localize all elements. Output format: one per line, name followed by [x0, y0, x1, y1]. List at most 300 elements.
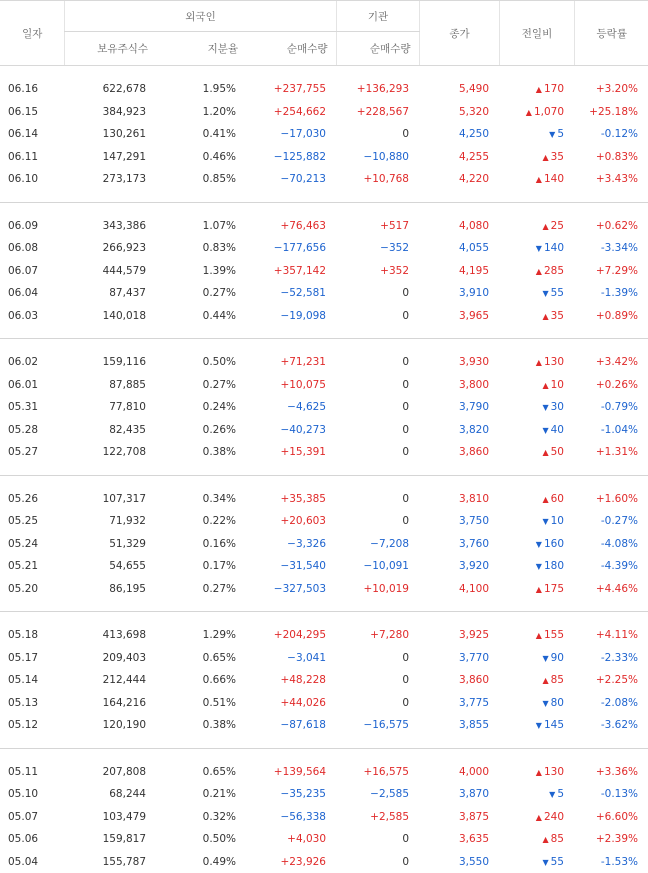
up-triangle-icon: ▲: [536, 768, 542, 777]
holdings-cell: 86,195: [64, 578, 156, 601]
holdings-cell: 140,018: [64, 305, 156, 328]
change-value: 55: [551, 856, 564, 868]
holdings-cell: 77,810: [64, 396, 156, 419]
change-value: 60: [551, 493, 564, 505]
date-cell: 05.24: [0, 533, 64, 556]
rate-cell: +0.62%: [574, 215, 648, 238]
group-separator: [0, 191, 648, 203]
inst-net-cell: +10,768: [336, 168, 419, 191]
share-ratio-cell: 0.85%: [156, 168, 246, 191]
change-cell: [499, 78, 574, 101]
rate-cell: -1.04%: [574, 419, 648, 442]
holdings-cell: 51,329: [64, 533, 156, 556]
change-value: 130: [544, 766, 564, 778]
close-cell: 4,100: [419, 578, 499, 601]
change-cell: [499, 783, 574, 806]
change-cell: [499, 441, 574, 464]
holdings-cell: 413,698: [64, 624, 156, 647]
rate-cell: -3.62%: [574, 714, 648, 737]
header-inst-net: 순매수량: [336, 32, 419, 66]
close-cell: 4,000: [419, 761, 499, 784]
change-value: 85: [551, 833, 564, 845]
inst-net-cell: 0: [336, 374, 419, 397]
close-cell: 3,920: [419, 555, 499, 578]
table-row: [0, 260, 648, 283]
change-cell: [499, 488, 574, 511]
close-cell: 4,195: [419, 260, 499, 283]
foreign-net-cell: +44,026: [246, 692, 336, 715]
close-cell: 3,790: [419, 396, 499, 419]
rate-cell: +3.36%: [574, 761, 648, 784]
date-cell: 05.31: [0, 396, 64, 419]
inst-net-cell: 0: [336, 282, 419, 305]
foreign-net-cell: −52,581: [246, 282, 336, 305]
table-row: [0, 669, 648, 692]
holdings-cell: 130,261: [64, 123, 156, 146]
holdings-cell: 273,173: [64, 168, 156, 191]
share-ratio-cell: 0.26%: [156, 419, 246, 442]
change-value: 160: [544, 538, 564, 550]
change-cell: [499, 578, 574, 601]
table-row: [0, 806, 648, 829]
table-row: [0, 510, 648, 533]
down-triangle-icon: ▼: [536, 721, 542, 730]
change-value: 30: [551, 401, 564, 413]
rate-cell: +1.60%: [574, 488, 648, 511]
change-value: 35: [551, 151, 564, 163]
table-row: [0, 647, 648, 670]
change-value: 170: [544, 83, 564, 95]
close-cell: 3,860: [419, 669, 499, 692]
close-cell: 3,925: [419, 624, 499, 647]
foreign-net-cell: +139,564: [246, 761, 336, 784]
foreign-net-cell: −19,098: [246, 305, 336, 328]
holdings-cell: 107,317: [64, 488, 156, 511]
share-ratio-cell: 0.51%: [156, 692, 246, 715]
header-change: 전일비: [499, 1, 574, 66]
close-cell: 3,775: [419, 692, 499, 715]
date-cell: 05.20: [0, 578, 64, 601]
change-cell: [499, 761, 574, 784]
change-cell: [499, 374, 574, 397]
rate-cell: -0.13%: [574, 783, 648, 806]
close-cell: 3,635: [419, 828, 499, 851]
down-triangle-icon: ▼: [542, 699, 548, 708]
change-cell: [499, 714, 574, 737]
change-cell: [499, 123, 574, 146]
close-cell: 4,220: [419, 168, 499, 191]
date-cell: 06.09: [0, 215, 64, 238]
down-triangle-icon: ▼: [542, 517, 548, 526]
close-cell: 3,855: [419, 714, 499, 737]
inst-net-cell: −10,880: [336, 146, 419, 169]
rate-cell: +7.29%: [574, 260, 648, 283]
share-ratio-cell: 0.50%: [156, 351, 246, 374]
inst-net-cell: 0: [336, 305, 419, 328]
down-triangle-icon: ▼: [542, 654, 548, 663]
foreign-net-cell: +357,142: [246, 260, 336, 283]
inst-net-cell: 0: [336, 510, 419, 533]
header-foreign: 외국인: [64, 1, 336, 32]
header-institution: 기관: [336, 1, 419, 32]
holdings-cell: 622,678: [64, 78, 156, 101]
share-ratio-cell: 0.38%: [156, 441, 246, 464]
rate-cell: +3.43%: [574, 168, 648, 191]
foreign-net-cell: −177,656: [246, 237, 336, 260]
table-row: [0, 761, 648, 784]
change-cell: [499, 692, 574, 715]
share-ratio-cell: 0.44%: [156, 305, 246, 328]
share-ratio-cell: 0.17%: [156, 555, 246, 578]
change-cell: [499, 351, 574, 374]
holdings-cell: 209,403: [64, 647, 156, 670]
table-row: [0, 419, 648, 442]
foreign-net-cell: −35,235: [246, 783, 336, 806]
close-cell: 4,250: [419, 123, 499, 146]
inst-net-cell: 0: [336, 441, 419, 464]
up-triangle-icon: ▲: [542, 222, 548, 231]
down-triangle-icon: ▼: [549, 790, 555, 799]
inst-net-cell: 0: [336, 647, 419, 670]
foreign-net-cell: +4,030: [246, 828, 336, 851]
foreign-net-cell: −70,213: [246, 168, 336, 191]
date-cell: 06.02: [0, 351, 64, 374]
inst-net-cell: +10,019: [336, 578, 419, 601]
table-row: [0, 351, 648, 374]
inst-net-cell: 0: [336, 419, 419, 442]
foreign-net-cell: −40,273: [246, 419, 336, 442]
foreign-net-cell: +35,385: [246, 488, 336, 511]
close-cell: 3,860: [419, 441, 499, 464]
rate-cell: +0.26%: [574, 374, 648, 397]
change-value: 10: [551, 379, 564, 391]
rate-cell: +3.20%: [574, 78, 648, 101]
close-cell: 4,255: [419, 146, 499, 169]
foreign-net-cell: +254,662: [246, 101, 336, 124]
date-cell: 06.07: [0, 260, 64, 283]
table-row: [0, 123, 648, 146]
rate-cell: +0.89%: [574, 305, 648, 328]
rate-cell: -0.12%: [574, 123, 648, 146]
rate-cell: -4.08%: [574, 533, 648, 556]
close-cell: 5,490: [419, 78, 499, 101]
share-ratio-cell: 0.27%: [156, 374, 246, 397]
share-ratio-cell: 0.65%: [156, 647, 246, 670]
change-cell: [499, 533, 574, 556]
table-row: [0, 555, 648, 578]
close-cell: 3,930: [419, 351, 499, 374]
change-value: 130: [544, 356, 564, 368]
change-cell: [499, 101, 574, 124]
share-ratio-cell: 0.34%: [156, 488, 246, 511]
share-ratio-cell: 0.32%: [156, 806, 246, 829]
change-value: 140: [544, 173, 564, 185]
table-row: [0, 282, 648, 305]
down-triangle-icon: ▼: [536, 540, 542, 549]
foreign-net-cell: +20,603: [246, 510, 336, 533]
holdings-cell: 266,923: [64, 237, 156, 260]
share-ratio-cell: 0.27%: [156, 282, 246, 305]
change-cell: [499, 555, 574, 578]
table-row: [0, 168, 648, 191]
group-spacer: [0, 339, 648, 352]
change-cell: [499, 419, 574, 442]
date-cell: 06.01: [0, 374, 64, 397]
inst-net-cell: +228,567: [336, 101, 419, 124]
close-cell: 3,800: [419, 374, 499, 397]
holdings-cell: 82,435: [64, 419, 156, 442]
group-spacer: [0, 612, 648, 625]
table-row: [0, 237, 648, 260]
change-value: 155: [544, 629, 564, 641]
inst-net-cell: 0: [336, 351, 419, 374]
foreign-net-cell: −17,030: [246, 123, 336, 146]
change-value: 285: [544, 265, 564, 277]
foreign-net-cell: +48,228: [246, 669, 336, 692]
up-triangle-icon: ▲: [542, 495, 548, 504]
group-separator: [0, 600, 648, 612]
inst-net-cell: 0: [336, 851, 419, 873]
share-ratio-cell: 0.49%: [156, 851, 246, 873]
close-cell: 3,750: [419, 510, 499, 533]
up-triangle-icon: ▲: [536, 85, 542, 94]
close-cell: 3,760: [419, 533, 499, 556]
holdings-cell: 87,437: [64, 282, 156, 305]
share-ratio-cell: 0.16%: [156, 533, 246, 556]
change-value: 5: [557, 128, 564, 140]
foreign-net-cell: −327,503: [246, 578, 336, 601]
header-foreign-net: 순매수량: [246, 32, 336, 66]
foreign-net-cell: +76,463: [246, 215, 336, 238]
up-triangle-icon: ▲: [542, 835, 548, 844]
down-triangle-icon: ▼: [542, 289, 548, 298]
holdings-cell: 164,216: [64, 692, 156, 715]
inst-net-cell: 0: [336, 669, 419, 692]
change-cell: [499, 669, 574, 692]
inst-net-cell: 0: [336, 692, 419, 715]
up-triangle-icon: ▲: [536, 813, 542, 822]
inst-net-cell: 0: [336, 396, 419, 419]
foreign-net-cell: +10,075: [246, 374, 336, 397]
change-cell: [499, 215, 574, 238]
table-row: [0, 488, 648, 511]
change-value: 175: [544, 583, 564, 595]
change-value: 5: [557, 788, 564, 800]
group-spacer: [0, 66, 648, 79]
rate-cell: -1.53%: [574, 851, 648, 873]
rate-cell: -0.27%: [574, 510, 648, 533]
date-cell: 05.13: [0, 692, 64, 715]
inst-net-cell: 0: [336, 123, 419, 146]
share-ratio-cell: 0.66%: [156, 669, 246, 692]
share-ratio-cell: 1.29%: [156, 624, 246, 647]
table-row: [0, 624, 648, 647]
date-cell: 06.16: [0, 78, 64, 101]
rate-cell: +2.39%: [574, 828, 648, 851]
down-triangle-icon: ▼: [536, 562, 542, 571]
table-row: [0, 692, 648, 715]
rate-cell: +25.18%: [574, 101, 648, 124]
foreign-net-cell: −87,618: [246, 714, 336, 737]
close-cell: 3,820: [419, 419, 499, 442]
rate-cell: +6.60%: [574, 806, 648, 829]
date-cell: 05.17: [0, 647, 64, 670]
inst-net-cell: +136,293: [336, 78, 419, 101]
down-triangle-icon: ▼: [542, 426, 548, 435]
rate-cell: -2.08%: [574, 692, 648, 715]
header-holdings: 보유주식수: [64, 32, 156, 66]
holdings-cell: 120,190: [64, 714, 156, 737]
foreign-net-cell: +237,755: [246, 78, 336, 101]
inst-net-cell: +7,280: [336, 624, 419, 647]
group-spacer: [0, 748, 648, 761]
share-ratio-cell: 1.07%: [156, 215, 246, 238]
table-row: [0, 533, 648, 556]
date-cell: 05.28: [0, 419, 64, 442]
header-rate: 등락률: [574, 1, 648, 66]
change-value: 85: [551, 674, 564, 686]
inst-net-cell: 0: [336, 828, 419, 851]
change-value: 140: [544, 242, 564, 254]
down-triangle-icon: ▼: [549, 130, 555, 139]
share-ratio-cell: 1.39%: [156, 260, 246, 283]
header-share-ratio: 지분율: [156, 32, 246, 66]
change-value: 55: [551, 287, 564, 299]
date-cell: 05.07: [0, 806, 64, 829]
table-row: [0, 396, 648, 419]
share-ratio-cell: 0.38%: [156, 714, 246, 737]
up-triangle-icon: ▲: [536, 175, 542, 184]
holdings-cell: 343,386: [64, 215, 156, 238]
date-cell: 06.08: [0, 237, 64, 260]
table-row: [0, 215, 648, 238]
foreign-net-cell: −3,326: [246, 533, 336, 556]
inst-net-cell: −352: [336, 237, 419, 260]
rate-cell: +2.25%: [574, 669, 648, 692]
inst-net-cell: +16,575: [336, 761, 419, 784]
inst-net-cell: −16,575: [336, 714, 419, 737]
share-ratio-cell: 0.24%: [156, 396, 246, 419]
share-ratio-cell: 0.27%: [156, 578, 246, 601]
date-cell: 05.10: [0, 783, 64, 806]
holdings-cell: 147,291: [64, 146, 156, 169]
table-body: [0, 66, 648, 873]
down-triangle-icon: ▼: [542, 403, 548, 412]
change-value: 145: [544, 719, 564, 731]
group-separator: [0, 464, 648, 476]
up-triangle-icon: ▲: [536, 585, 542, 594]
foreign-net-cell: −56,338: [246, 806, 336, 829]
close-cell: 4,055: [419, 237, 499, 260]
change-value: 180: [544, 560, 564, 572]
date-cell: 05.27: [0, 441, 64, 464]
share-ratio-cell: 0.83%: [156, 237, 246, 260]
close-cell: 3,870: [419, 783, 499, 806]
share-ratio-cell: 0.41%: [156, 123, 246, 146]
holdings-cell: 122,708: [64, 441, 156, 464]
holdings-cell: 103,479: [64, 806, 156, 829]
up-triangle-icon: ▲: [542, 676, 548, 685]
down-triangle-icon: ▼: [542, 858, 548, 867]
date-cell: 05.26: [0, 488, 64, 511]
up-triangle-icon: ▲: [542, 448, 548, 457]
share-ratio-cell: 1.95%: [156, 78, 246, 101]
up-triangle-icon: ▲: [542, 153, 548, 162]
table-row: [0, 714, 648, 737]
date-cell: 06.14: [0, 123, 64, 146]
up-triangle-icon: ▲: [536, 358, 542, 367]
date-cell: 05.25: [0, 510, 64, 533]
date-cell: 05.06: [0, 828, 64, 851]
date-cell: 05.04: [0, 851, 64, 873]
table-header: [0, 1, 648, 66]
table-row: [0, 146, 648, 169]
close-cell: 4,080: [419, 215, 499, 238]
foreign-net-cell: +71,231: [246, 351, 336, 374]
close-cell: 3,965: [419, 305, 499, 328]
foreign-net-cell: +15,391: [246, 441, 336, 464]
date-cell: 05.12: [0, 714, 64, 737]
holdings-cell: 159,116: [64, 351, 156, 374]
change-cell: [499, 282, 574, 305]
date-cell: 05.14: [0, 669, 64, 692]
table-row: [0, 305, 648, 328]
date-cell: 05.18: [0, 624, 64, 647]
holdings-cell: 444,579: [64, 260, 156, 283]
up-triangle-icon: ▲: [536, 267, 542, 276]
holdings-cell: 155,787: [64, 851, 156, 873]
close-cell: 3,875: [419, 806, 499, 829]
group-separator: [0, 737, 648, 749]
rate-cell: +4.46%: [574, 578, 648, 601]
share-ratio-cell: 1.20%: [156, 101, 246, 124]
close-cell: 3,550: [419, 851, 499, 873]
date-cell: 06.15: [0, 101, 64, 124]
header-close: 종가: [419, 1, 499, 66]
holdings-cell: 68,244: [64, 783, 156, 806]
holdings-cell: 212,444: [64, 669, 156, 692]
close-cell: 3,770: [419, 647, 499, 670]
change-value: 50: [551, 446, 564, 458]
foreign-net-cell: −3,041: [246, 647, 336, 670]
date-cell: 05.21: [0, 555, 64, 578]
share-ratio-cell: 0.65%: [156, 761, 246, 784]
foreign-net-cell: +204,295: [246, 624, 336, 647]
change-cell: [499, 168, 574, 191]
change-cell: [499, 647, 574, 670]
change-value: 40: [551, 424, 564, 436]
change-cell: [499, 237, 574, 260]
date-cell: 05.11: [0, 761, 64, 784]
table-row: [0, 578, 648, 601]
holdings-cell: 384,923: [64, 101, 156, 124]
holdings-cell: 207,808: [64, 761, 156, 784]
inst-net-cell: −2,585: [336, 783, 419, 806]
table-row: [0, 374, 648, 397]
foreign-net-cell: +23,926: [246, 851, 336, 873]
holdings-cell: 54,655: [64, 555, 156, 578]
inst-net-cell: +352: [336, 260, 419, 283]
close-cell: 3,910: [419, 282, 499, 305]
up-triangle-icon: ▲: [536, 631, 542, 640]
change-cell: [499, 146, 574, 169]
holdings-cell: 71,932: [64, 510, 156, 533]
change-cell: [499, 828, 574, 851]
up-triangle-icon: ▲: [526, 108, 532, 117]
group-separator: [0, 327, 648, 339]
change-cell: [499, 260, 574, 283]
inst-net-cell: −10,091: [336, 555, 419, 578]
